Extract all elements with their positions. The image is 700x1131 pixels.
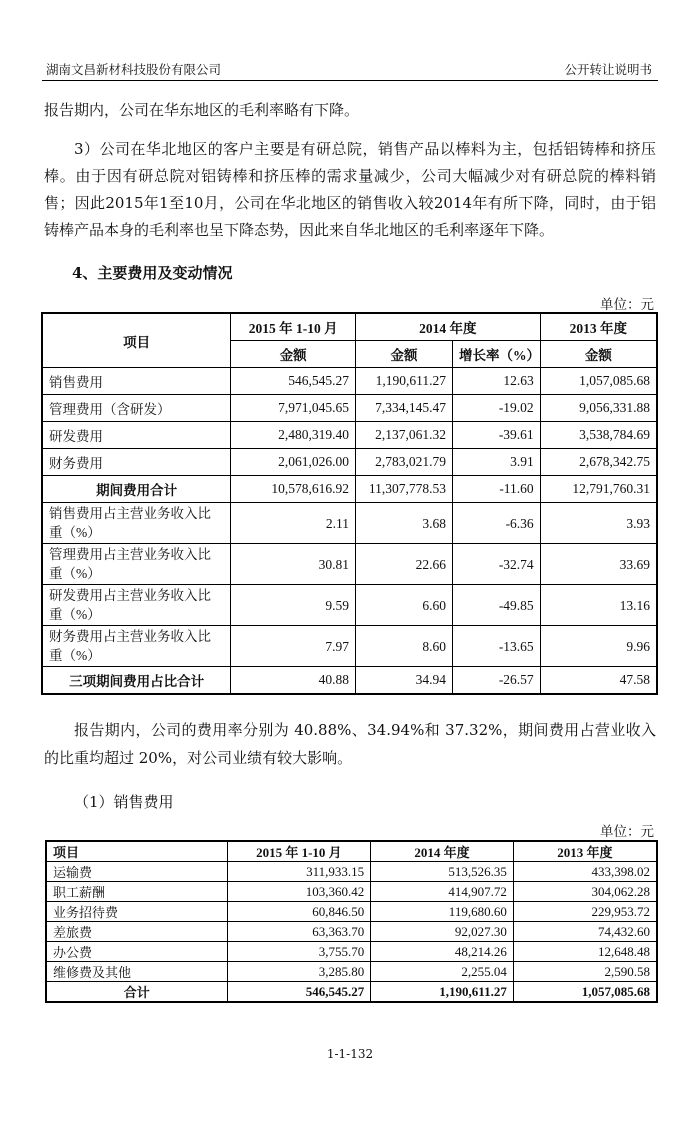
cell-2013: 3,538,784.69 bbox=[540, 422, 657, 449]
row-label: 财务费用 bbox=[42, 449, 231, 476]
cell-2014: 1,190,611.27 bbox=[356, 368, 453, 395]
cell-2015: 9.59 bbox=[231, 585, 356, 626]
table1-unit: 单位：元 bbox=[600, 297, 654, 313]
cell-2014: 2,783,021.79 bbox=[356, 449, 453, 476]
cell-2015: 2.11 bbox=[231, 503, 356, 544]
sales-expense-table bbox=[45, 840, 658, 1003]
row-label: 财务费用占主营业务收入比重（%） bbox=[42, 626, 231, 667]
table2-header-2013: 2013 年度 bbox=[513, 841, 657, 862]
cell-2013: 229,953.72 bbox=[513, 902, 657, 922]
cell-2014: 2,255.04 bbox=[371, 962, 514, 982]
cell-2014: 22.66 bbox=[356, 544, 453, 585]
row-label: 管理费用占主营业务收入比重（%） bbox=[42, 544, 231, 585]
table-row bbox=[46, 962, 657, 982]
cell-2014: 3.68 bbox=[356, 503, 453, 544]
table-row bbox=[46, 882, 657, 902]
cell-growth: -13.65 bbox=[452, 626, 540, 667]
table-row-total bbox=[42, 667, 657, 695]
cell-2013: 3.93 bbox=[540, 503, 657, 544]
cell-2015: 7,971,045.65 bbox=[231, 395, 356, 422]
row-label: 业务招待费 bbox=[46, 902, 227, 922]
cell-2015: 7.97 bbox=[231, 626, 356, 667]
table-row bbox=[42, 503, 657, 544]
section-heading: 4、主要费用及变动情况 bbox=[72, 264, 233, 282]
cell-growth: -26.57 bbox=[452, 667, 540, 695]
table1-header-amount: 金额 bbox=[540, 341, 657, 368]
cell-2015: 30.81 bbox=[231, 544, 356, 585]
row-label: 运输费 bbox=[46, 862, 227, 882]
cell-2014: 2,137,061.32 bbox=[356, 422, 453, 449]
cell-2015: 63,363.70 bbox=[227, 922, 371, 942]
cell-growth: -39.61 bbox=[452, 422, 540, 449]
cell-2014: 34.94 bbox=[356, 667, 453, 695]
cell-2015: 2,061,026.00 bbox=[231, 449, 356, 476]
row-label: 研发费用占主营业务收入比重（%） bbox=[42, 585, 231, 626]
row-label: 销售费用占主营业务收入比重（%） bbox=[42, 503, 231, 544]
header-rule bbox=[42, 80, 658, 81]
cell-2015: 2,480,319.40 bbox=[231, 422, 356, 449]
row-label: 维修费及其他 bbox=[46, 962, 227, 982]
cell-2013: 433,398.02 bbox=[513, 862, 657, 882]
table1-header-2015: 2015 年 1-10 月 bbox=[231, 313, 356, 341]
table-row bbox=[42, 395, 657, 422]
cell-growth: -32.74 bbox=[452, 544, 540, 585]
table-row bbox=[42, 368, 657, 395]
row-label: 期间费用合计 bbox=[42, 476, 231, 503]
cell-2013: 1,057,085.68 bbox=[540, 368, 657, 395]
table-row bbox=[42, 626, 657, 667]
header-doc-title: 公开转让说明书 bbox=[564, 62, 652, 77]
cell-2014: 92,027.30 bbox=[371, 922, 514, 942]
table1-header-item: 项目 bbox=[42, 313, 231, 368]
table-row bbox=[42, 422, 657, 449]
cell-2013: 2,678,342.75 bbox=[540, 449, 657, 476]
row-label: 办公费 bbox=[46, 942, 227, 962]
row-label: 研发费用 bbox=[42, 422, 231, 449]
table1-header-amount: 金额 bbox=[231, 341, 356, 368]
row-label: 职工薪酬 bbox=[46, 882, 227, 902]
table1-header-2014: 2014 年度 bbox=[356, 313, 541, 341]
cell-growth: 3.91 bbox=[452, 449, 540, 476]
table2-header-2014: 2014 年度 bbox=[371, 841, 514, 862]
cell-2014: 48,214.26 bbox=[371, 942, 514, 962]
cell-2013: 1,057,085.68 bbox=[513, 982, 657, 1003]
cell-2015: 311,933.15 bbox=[227, 862, 371, 882]
cell-2013: 47.58 bbox=[540, 667, 657, 695]
cell-2014: 414,907.72 bbox=[371, 882, 514, 902]
cell-2013: 12,791,760.31 bbox=[540, 476, 657, 503]
cell-2015: 60,846.50 bbox=[227, 902, 371, 922]
row-label: 销售费用 bbox=[42, 368, 231, 395]
table1-header-2013: 2013 年度 bbox=[540, 313, 657, 341]
subheading-sales-expense: （1）销售费用 bbox=[74, 793, 174, 811]
row-label: 管理费用（含研发） bbox=[42, 395, 231, 422]
cell-2015: 103,360.42 bbox=[227, 882, 371, 902]
table2-header-item: 项目 bbox=[46, 841, 227, 862]
cell-2013: 9.96 bbox=[540, 626, 657, 667]
cell-growth: -19.02 bbox=[452, 395, 540, 422]
cell-2013: 13.16 bbox=[540, 585, 657, 626]
cell-2015: 546,545.27 bbox=[227, 982, 371, 1003]
cell-2015: 10,578,616.92 bbox=[231, 476, 356, 503]
table2-unit: 单位：元 bbox=[600, 824, 654, 840]
table-row bbox=[42, 544, 657, 585]
table-row-total bbox=[46, 982, 657, 1003]
table1-header-growth: 增长率（%） bbox=[452, 341, 540, 368]
cell-2014: 8.60 bbox=[356, 626, 453, 667]
cell-2013: 12,648.48 bbox=[513, 942, 657, 962]
row-label: 三项期间费用占比合计 bbox=[42, 667, 231, 695]
cell-2013: 2,590.58 bbox=[513, 962, 657, 982]
cell-2015: 40.88 bbox=[231, 667, 356, 695]
table-row bbox=[46, 862, 657, 882]
paragraph-expense-ratio: 报告期内，公司的费用率分别为 40.88%、34.94%和 37.32%，期间费用占营业收入的比重均超过 20%，对公司业绩有较大影响。 bbox=[44, 721, 656, 767]
row-label: 差旅费 bbox=[46, 922, 227, 942]
table2-header-2015: 2015 年 1-10 月 bbox=[227, 841, 371, 862]
cell-2014: 513,526.35 bbox=[371, 862, 514, 882]
expense-table bbox=[41, 312, 658, 695]
paragraph-east-china: 报告期内，公司在华东地区的毛利率略有下降。 bbox=[44, 101, 360, 119]
cell-2014: 7,334,145.47 bbox=[356, 395, 453, 422]
paragraph-north-china: 3）公司在华北地区的客户主要是有研总院，销售产品以棒料为主，包括铝铸棒和挤压棒。由于因有研总院对铝铸棒和挤压棒的需求量减少，公司大幅减少对有研总院的棒料销售；因此2015年1至10月，公司在华北地区的销售收入较2014年有所下降，同时，由于铝铸棒产品本身的毛利率也呈下降态势，因此来自华北地区的毛利率逐年下降。 bbox=[44, 140, 656, 239]
cell-2014: 119,680.60 bbox=[371, 902, 514, 922]
cell-growth: -11.60 bbox=[452, 476, 540, 503]
header-company: 湖南文昌新材科技股份有限公司 bbox=[46, 62, 222, 77]
table-row bbox=[42, 449, 657, 476]
cell-growth: -49.85 bbox=[452, 585, 540, 626]
cell-growth: 12.63 bbox=[452, 368, 540, 395]
cell-2013: 33.69 bbox=[540, 544, 657, 585]
table-row bbox=[46, 942, 657, 962]
cell-2015: 546,545.27 bbox=[231, 368, 356, 395]
table-row-total bbox=[42, 476, 657, 503]
cell-2015: 3,755.70 bbox=[227, 942, 371, 962]
cell-2013: 304,062.28 bbox=[513, 882, 657, 902]
table-row bbox=[46, 922, 657, 942]
cell-growth: -6.36 bbox=[452, 503, 540, 544]
row-label: 合计 bbox=[46, 982, 227, 1003]
table-row bbox=[42, 585, 657, 626]
cell-2013: 9,056,331.88 bbox=[540, 395, 657, 422]
page-number: 1-1-132 bbox=[326, 1047, 374, 1061]
table-row bbox=[46, 902, 657, 922]
cell-2014: 11,307,778.53 bbox=[356, 476, 453, 503]
cell-2015: 3,285.80 bbox=[227, 962, 371, 982]
table1-header-amount: 金额 bbox=[356, 341, 453, 368]
cell-2014: 6.60 bbox=[356, 585, 453, 626]
cell-2014: 1,190,611.27 bbox=[371, 982, 514, 1003]
cell-2013: 74,432.60 bbox=[513, 922, 657, 942]
